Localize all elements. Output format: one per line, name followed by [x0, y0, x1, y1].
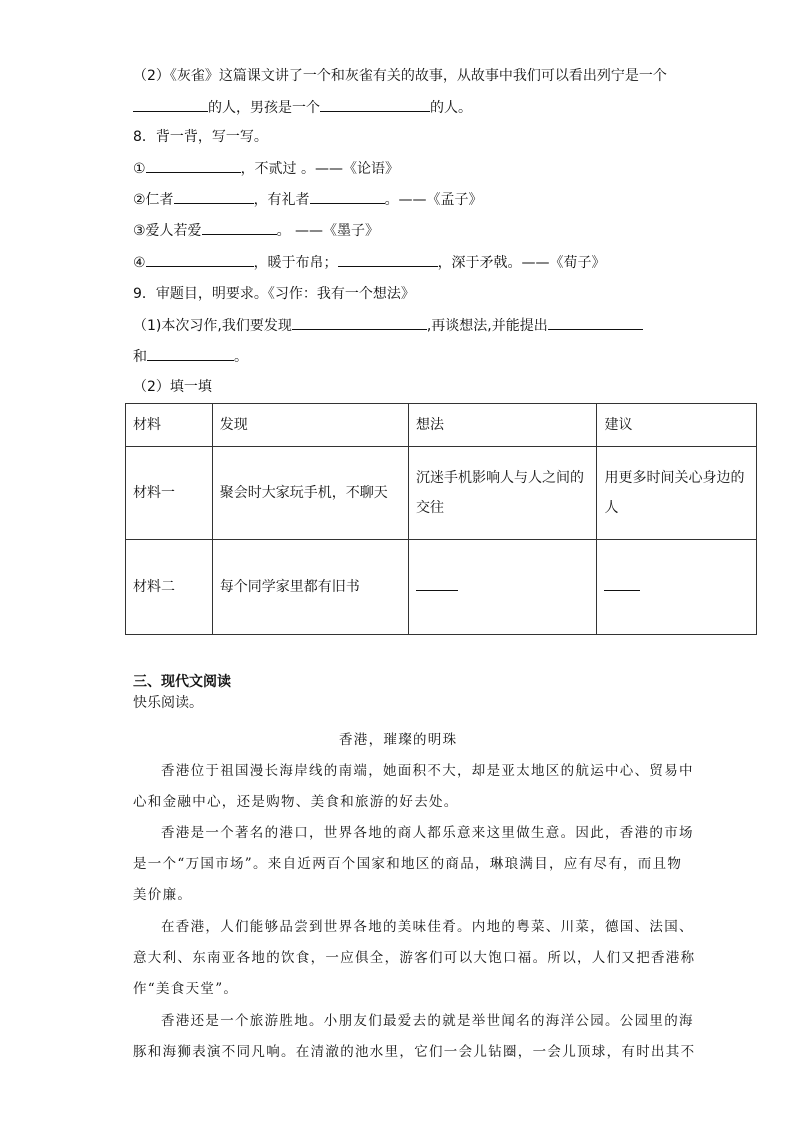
q8-item-4-end: ，深于矛戟。——《荀子》 — [437, 255, 606, 271]
q8-item-1-text: ，不贰过 。——《论语》 — [240, 161, 400, 177]
answer-blank-idea[interactable] — [416, 576, 458, 591]
q8-item-1-num: ① — [133, 161, 146, 177]
q9-part1-text-a: （1)本次习作,我们要发现 — [133, 318, 292, 334]
q7-part2-text-b: 的人。 — [430, 100, 472, 116]
passage-line: 作“美食天堂”。 — [133, 981, 239, 997]
answer-blank-q9-and[interactable] — [147, 346, 234, 361]
answer-blank-q8-4a[interactable] — [146, 252, 254, 267]
q9-part1-text-d: 。 — [234, 349, 248, 365]
passage-line: 香港还是一个旅游胜地。小朋友们最爱去的就是举世闻名的海洋公园。公园里的海 — [161, 1013, 694, 1029]
table-cell-idea: 沉迷手机影响人与人之间的交往 — [409, 447, 597, 540]
table-cell-material: 材料二 — [126, 540, 213, 635]
table-cell-suggestion — [597, 540, 757, 635]
passage-line: 豚和海狮表演不同凡响。在清澈的池水里，它们一会儿钻圈，一会儿顶球，有时出其不 — [133, 1044, 696, 1060]
q9-part1-line1 — [133, 315, 643, 336]
table-cell-material: 材料一 — [126, 447, 213, 540]
q8-title: 8．背一背，写一写。 — [133, 129, 268, 145]
table-header-row — [126, 404, 757, 447]
section-heading: 三、现代文阅读 — [133, 674, 231, 690]
answer-blank-boy[interactable] — [320, 97, 430, 112]
q8-item-2 — [133, 189, 483, 210]
answer-blank-q9-discover[interactable] — [292, 315, 427, 330]
q9-part1-text-c: 和 — [133, 349, 147, 365]
passage-title: 香港，璀璨的明珠 — [339, 732, 458, 748]
q7-part2-line2 — [133, 97, 472, 118]
q7-part2-text: （2）《灰雀》这篇课文讲了一个和灰雀有关的故事，从故事中我们可以看出列宁是一个 — [133, 68, 667, 84]
passage-line: 意大利、东南亚各地的饮食，一应俱全，游客们可以大饱口福。所以，人们又把香港称 — [133, 950, 696, 966]
table-cell-suggestion: 用更多时间关心身边的人 — [597, 447, 757, 540]
passage-line: 香港是一个著名的港口，世界各地的商人都乐意来这里做生意。因此，香港的市场 — [161, 825, 694, 841]
q8-item-2-mid: ，有礼者 — [253, 192, 310, 208]
table-cell-idea — [409, 540, 597, 635]
q8-item-3-pre: ③爱人若爱 — [133, 223, 202, 239]
q7-part2-text-a: 的人，男孩是一个 — [208, 100, 320, 116]
answer-blank-suggestion[interactable] — [604, 576, 640, 591]
passage-line: 在香港，人们能够品尝到世界各地的美味佳肴。内地的粤菜、川菜，德国、法国、 — [161, 919, 694, 935]
answer-blank-q8-1[interactable] — [146, 158, 241, 173]
table-header-cell: 材料 — [126, 404, 213, 447]
table-cell-finding: 聚会时大家玩手机，不聊天 — [212, 447, 408, 540]
q9-part2-title: （2）填一填 — [133, 379, 212, 395]
passage-line: 香港位于祖国漫长海岸线的南端，她面积不大，却是亚太地区的航运中心、贸易中 — [161, 763, 694, 779]
q8-item-3-end: 。 ——《墨子》 — [276, 223, 380, 239]
q9-title: 9．审题目，明要求。《习作：我有一个想法》 — [133, 286, 415, 302]
table-row — [126, 540, 757, 635]
q8-item-3 — [133, 220, 379, 241]
q9-part1-text-b: ,再谈想法,并能提出 — [426, 318, 548, 334]
passage-line: 美价廉。 — [133, 887, 193, 903]
q8-item-4 — [133, 252, 606, 273]
answer-blank-lenin[interactable] — [133, 97, 208, 112]
answer-blank-q9-propose[interactable] — [548, 315, 643, 330]
passage-line: 是一个“万国市场”。来自近两百个国家和地区的商品，琳琅满目，应有尽有，而且物 — [133, 856, 683, 872]
q8-item-4-num: ④ — [133, 255, 146, 271]
table-row — [126, 447, 757, 540]
answer-blank-q8-2a[interactable] — [174, 189, 254, 204]
q8-item-1 — [133, 158, 399, 179]
reading-instruction: 快乐阅读。 — [133, 695, 203, 711]
fill-table — [125, 403, 757, 635]
table-header-cell: 建议 — [597, 404, 757, 447]
answer-blank-q8-2b[interactable] — [310, 189, 385, 204]
answer-blank-q8-4b[interactable] — [338, 252, 438, 267]
answer-blank-q8-3[interactable] — [202, 220, 277, 235]
q8-item-2-end: 。——《孟子》 — [384, 192, 483, 208]
passage-line: 心和金融中心，还是购物、美食和旅游的好去处。 — [133, 794, 459, 810]
table-cell-finding: 每个同学家里都有旧书 — [212, 540, 408, 635]
q9-part1-line2 — [133, 346, 248, 367]
q8-item-2-pre: ②仁者 — [133, 192, 174, 208]
table-header-cell: 发现 — [212, 404, 408, 447]
q8-item-4-mid: ，暖于布帛； — [253, 255, 338, 271]
q7-part2-line1 — [133, 66, 667, 86]
table-header-cell: 想法 — [409, 404, 597, 447]
